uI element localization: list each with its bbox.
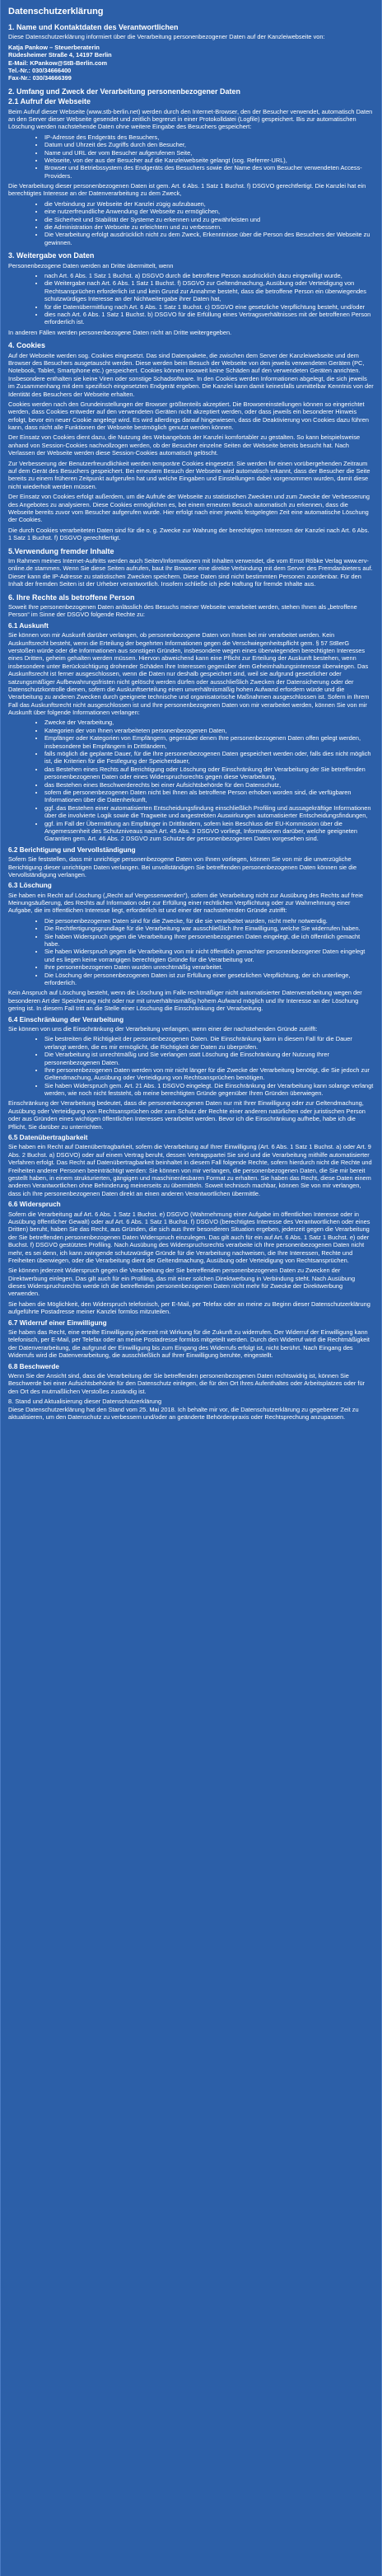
section-6-6-paragraph: Sie können jederzeit Widerspruch gegen die Verarbeitung der Sie betreffenden personenbezogenen Daten zu Zwecken der Direktwerbung einlegen. Das gilt auch für ein Profiling, das mit einer solchen Direktwerbung in Verbindung steht. Nach Ausübung dieses Widerspruchsrechts werde ich die betreffenden personenbezogenen Daten nicht mehr für Zwecke der Direktwerbung verwenden. [8, 1267, 356, 1298]
section-3-paragraph: Personenbezogene Daten werden an Dritte übermittelt, wenn [8, 261, 174, 269]
section-2-heading: 2. Umfang und Zweck der Verarbeitung personenbezogener Daten [8, 87, 241, 96]
section-6-3-paragraph: Kein Anspruch auf Löschung besteht, wenn die Löschung im Falle rechtmäßiger nicht automatisierter Datenverarbeitung wegen der besonderen Art der Speicherung nicht oder nur mit unverhältnismäßig hohem Aufwand möglich und Ihr Interesse an der Löschung gering ist. In diesem Fall tritt an die Stelle einer Löschung die Einschränkung der Verarbeitung. [8, 989, 362, 1013]
section-8-heading: 8. Stand und Aktualisierung dieser Datenschutzerklärung [8, 1398, 162, 1406]
section-2-1-heading: 2.1 Aufruf der Webseite [8, 97, 91, 106]
list-item: • das Bestehen eines Beschwerderechts bei einer Aufsichtsbehörde für den Datenschutz, [44, 781, 374, 789]
logged-data-list [8, 133, 374, 180]
list-item: • die Sicherheit und Stabilität der Systeme zu erkennen und zu gewährleisten und [44, 216, 374, 223]
list-item: • Die Löschung der personenbezogenen Daten ist zur Erfüllung einer gesetzlichen Verpflichtung, der ich unterliege, erforderlich. [44, 972, 374, 987]
section-6-3-paragraph: Sie haben ein Recht auf Löschung („Recht auf Vergessenwerden“), sofern die Verarbeitung nicht zur Ausübung des Rechts auf freie Meinungsäußerung, des Rechts auf Information oder zur Erfüllung einer rechtlichen Verpflichtung oder zur Wahrnehmung einer Aufgabe, die im öffentlichen Interesse liegt, erforderlich ist und einer der nachstehenden Gründe zutrifft: [8, 891, 363, 915]
list-item: • Datum und Uhrzeit des Zugriffs durch den Besucher, [44, 141, 374, 148]
list-item: • Sie bestreiten die Richtigkeit der personenbezogenen Daten. Die Einschränkung kann in diesem Fall für die Dauer verlangt werden, die es mir ermöglicht, die Richtigkeit der Daten zu überprüfen. [44, 1035, 374, 1051]
address-line: Katja Pankow – Steuerberaterin [8, 43, 100, 51]
section-6-6-heading: 6.6 Widerspruch [8, 1201, 61, 1209]
list-item: • Kategorien der von Ihnen verarbeiteten personenbezogenen Daten, [44, 727, 374, 734]
list-item: • Sie haben Widerspruch gegen die Verarbeitung Ihrer personenbezogenen Daten eingelegt, die ich öffentlich gemacht habe. [44, 933, 374, 948]
section-5-paragraph: Im Rahmen meines Internet-Auftritts werden auch Seiten/Informationen mit Inhalten verwendet, die vom Ernst Röbke Verlag www.erv-online.de stammen. Wenn Sie diese Seiten aufrufen, baut Ihr Browser eine direkte Verbindung mit dem Server des Fremdanbieters auf. Dieser kann die IP-Adresse zu statistischen Zwecken speichern. Diese Daten sind nicht bestimmten Personen zuordenbar. Für den Inhalt der fremden Seiten ist der Urheber verantwortlich. Insofern schließe ich jede Haftung für fremde Inhalte aus. [8, 556, 373, 588]
section-4-paragraph: Zur Verbesserung der Benutzerfreundlichkeit werden temporäre Cookies eingesetzt. Sie werden für einen vorübergehenden Zeitraum auf dem Gerät des Besuchers gespeichert. Bei erneutem Besuch der Webseite wird automatisch erkannt, dass der Besucher die Seite bereits zu einem früheren Zeitpunkt aufgerufen hat und welche Eingaben und Einstellungen dabei vorgenommen wurden, damit diese nicht wiederholt werden müssen. [8, 459, 370, 490]
list-item: • Browser und Betriebssystem des Endgeräts des Besuchers sowie der Name des vom Besucher verwendeten Access-Providers. [44, 164, 374, 180]
address-line: E-Mail: KPankow@StB-Berlin.com [8, 59, 108, 67]
address-line: Tel.-Nr.: 030/34666400 [8, 66, 72, 74]
section-4-heading: 4. Cookies [8, 341, 46, 350]
section-4-paragraph: Der Einsatz von Cookies dient dazu, die Nutzung des Webangebots der Kanzlei komfortabler zu gestalten. So kann beispielsweise anhand von Session-Cookies nachvollzogen werden, ob der Besucher einzelne Seiten der Webseite bereits besucht hat. Nach Verlassen der Webseite werden diese Session-Cookies automatisch gelöscht. [8, 433, 361, 457]
address-line: Rüdesheimer Straße 4, 14197 Berlin [8, 51, 112, 59]
controller-address [8, 44, 374, 82]
list-item: • ggf. im Fall der Übermittlung an Empfänger in Drittländern, sofern kein Beschluss der EU-Kommission über die Angemessenheit des Schutzniveaus nach Art. 45 Abs. 3 DSGVO vorliegt, Informationen darüber, welche geeigneten Garantien gem. Art. 46 Abs. 2 DSGVO zum Schutze der personenbezogenen Daten vorgesehen sind. [44, 820, 374, 843]
section-6-7-heading: 6.7 Widerruf einer Einwilligung [8, 1318, 107, 1327]
list-item: • Die Rechtfertigungsgrundlage für die Verarbeitung war ausschließlich Ihre Einwilligung, welche Sie widerrufen haben. [44, 925, 374, 932]
section-6-heading: 6. Ihre Rechte als betroffene Person [8, 592, 135, 602]
section-6-4-heading: 6.4 Einschränkung der Verarbeitung [8, 1015, 124, 1023]
section-6-3-heading: 6.3 Löschung [8, 882, 52, 890]
page-title: Datenschutzerklärung [8, 7, 104, 16]
list-item: • die Verbindung zur Webseite der Kanzlei zügig aufzubauen, [44, 200, 374, 208]
section-6-6-paragraph: Sofern die Verarbeitung auf Art. 6 Abs. 1 Satz 1 Buchst. e) DSGVO (Wahrnehmung einer Aufgabe im öffentlichen Interesse oder in Ausübung öffentlicher Gewalt) oder auf Art. 6 Abs. 1 Satz 1 Buchst. f) DSGVO (berechtigtes Interesse des Verantwortlichen oder eines Dritten) beruht, haben Sie das Recht, aus Gründen, die sich aus Ihrer besonderen Situation ergeben, jederzeit gegen die Verarbeitung der Sie betreffenden personenbezogenen Daten Widerspruch einzulegen. Das gilt auch für ein auf Art. 6 Abs. 1 Satz 1 Buchst. e) oder Buchst. f) DSGVO gestütztes Profiling. Nach Ausübung des Widerspruchsrechts verarbeite ich Ihre personenbezogenen Daten nicht mehr, es sei denn, ich kann zwingende schutzwürdige Gründe für die Verarbeitung nachweisen, die Ihre Interessen, Rechte und Freiheiten überwiegen, oder die Verarbeitung dient der Geltendmachung, Ausübung oder Verteidigung von Rechtsansprüchen. [8, 1210, 370, 1264]
list-item: • Die Verarbeitung ist unrechtmäßig und Sie verlangen statt Löschung die Einschränkung der Nutzung Ihrer personenbezogenen Daten. [44, 1051, 374, 1066]
list-item: • falls möglich die geplante Dauer, für die Ihre personenbezogenen Daten gespeichert werden oder, falls dies nicht möglich ist, die Kriterien für die Festlegung der Speicherdauer, [44, 750, 374, 766]
section-5-heading: 5.Verwendung fremder Inhalte [8, 546, 114, 555]
list-item: • die Weitergabe nach Art. 6 Abs. 1 Satz 1 Buchst. f) DSGVO zur Geltendmachung, Ausübung oder Verteidigung von Rechtsansprüchen erforderlich ist und kein Grund zur Annahme besteht, dass die betroffene Person ein überwiegendes schutzwürdiges Interesse an der Nichtweitergabe ihrer Daten hat, [44, 279, 374, 302]
list-item: • Empfänger oder Kategorien von Empfängern, gegenüber denen Ihre personenbezogenen Daten offen gelegt werden, insbesondere bei Empfängern in Drittländern, [44, 734, 374, 750]
section-3-heading: 3. Weitergabe von Daten [8, 251, 95, 260]
section-4-paragraph: Die durch Cookies verarbeiteten Daten sind für die o. g. Zwecke zur Wahrung der berechtigten Interessen der Kanzlei nach Art. 6 Abs. 1 Satz 1 Buchst. f) DSGVO gerechtfertigt. [8, 526, 370, 542]
section-6-7-paragraph: Sie haben das Recht, eine erteilte Einwilligung jederzeit mit Wirkung für die Zukunft zu widerrufen. Der Widerruf der Einwilligung kann telefonisch, per E-Mail, per Telefax oder an meine Postadresse formlos mitgeteilt werden. Durch den Widerruf wird die Rechtmäßigkeit der Datenverarbeitung, die aufgrund der Einwilligung bis zum Eingang des Widerrufs erfolgt ist, nicht berührt. Nach Eingang des Widerrufs wird die Datenverarbeitung, die ausschließlich auf Ihrer Einwilligung beruhte, eingestellt. [8, 1328, 370, 1360]
list-item: • die Administration der Webseite zu erleichtern und zu verbessern. [44, 223, 374, 231]
section-6-1-paragraph: Sie können von mir Auskunft darüber verlangen, ob personenbezogene Daten von Ihnen bei mir verarbeitet werden. Kein Auskunftsrecht besteht, wenn die Erteilung der begehrten Informationen gegen die Verschwiegenheitspflicht gem. § 57 StBerG verstoßen würde oder die Informationen aus sonstigen Gründen, insbesondere wegen eines überwiegenden berechtigten Interesses eines Dritten, geheim gehalten werden müssen. Hiervon abweichend kann eine Pflicht zur Erteilung der Auskunft bestehen, wenn insbesondere unter Berücksichtigung drohender Schäden Ihre Interessen gegenüber dem Geheimhaltungsinteresse überwiegen. Das Auskunftsrecht ist ferner ausgeschlossen, wenn die Daten nur deshalb gespeichert sind, weil sie aufgrund gesetzlicher oder satzungsmäßiger Aufbewahrungsfristen nicht gelöscht werden dürfen oder ausschließlich Zwecken der Datensicherung oder der Datenschutzkontrolle dienen, sofern die Auskunftserteilung einen unverhältnismäßig hohen Aufwand erfordern würde und die Verarbeitung zu anderen Zwecken durch geeignete technische und organisatorische Maßnahmen ausgeschlossen ist. Sofern in Ihrem Fall das Auskunftsrecht nicht ausgeschlossen ist und Ihre personenbezogenen Daten von mir verarbeitet werden, können Sie von mir Auskunft über folgende Informationen verlangen: [8, 631, 370, 717]
section-1-intro: Diese Datenschutzerklärung informiert über die Verarbeitung personenbezogener Daten auf der Kanzleiwebseite von: [8, 33, 325, 41]
section-1-heading: 1. Name und Kontaktdaten des Verantwortlichen [8, 22, 179, 31]
list-item: • Ihre personenbezogenen Daten werden von mir nicht länger für die Zwecke der Verarbeitung benötigt, die Sie jedoch zur Geltendmachung, Ausübung oder Verteidigung von Rechtsansprüchen benötigen. [44, 1066, 374, 1082]
list-item: • Name und URL der vom Besucher aufgerufenen Seite, [44, 149, 374, 157]
list-item: • eine nutzerfreundliche Anwendung der Webseite zu ermöglichen, [44, 208, 374, 215]
list-item: • dies nach Art. 6 Abs. 1 Satz 1 Buchst. b) DSGVO für die Erfüllung eines Vertragsverhältnisses mit der betroffenen Person erforderlich ist. [44, 311, 374, 326]
list-item: • für die Datenübermittlung nach Art. 6 Abs. 1 Satz 1 Buchst. c) DSGVO eine gesetzliche Verpflichtung besteht, und/oder [44, 303, 374, 311]
list-item: • das Bestehen eines Rechts auf Berichtigung oder Löschung oder Einschränkung der Verarbeitung der Sie betreffenden personenbezogenen Daten oder eines Widerspruchsrechts gegen diese Verarbeitung, [44, 766, 374, 781]
section-2-paragraph: Die Verarbeitung dieser personenbezogenen Daten ist gem. Art. 6 Abs. 1 Satz 1 Buchst. f) DSGVO gerechtfertigt. Die Kanzlei hat ein berechtigtes Interesse an der Datenverarbeitung zu dem Zweck, [8, 182, 366, 198]
section-6-8-heading: 6.8 Beschwerde [8, 1362, 59, 1370]
deletion-reasons-list [8, 917, 374, 987]
section-6-6-paragraph: Sie haben die Möglichkeit, den Widerspruch telefonisch, per E-Mail, per Telefax oder an meine zu Beginn dieser Datenschutzerklärung aufgeführte Postadresse meiner Kanzlei formlos mitzuteilen. [8, 1300, 370, 1316]
restriction-reasons-list [8, 1035, 374, 1097]
section-6-2-heading: 6.2 Berichtigung und Vervollständigung [8, 845, 136, 854]
section-6-4-paragraph: Einschränkung der Verarbeitung bedeutet, dass die personenbezogenen Daten nur mit Ihrer Einwilligung oder zur Geltendmachung, Ausübung oder Verteidigung von Rechtsansprüchen oder zum Schutz der Rechte einer anderen natürlichen oder juristischen Person oder aus Gründen eines wichtigen öffentlichen Interesses verarbeitet werden. Bevor ich die Einschränkung aufhebe, habe ich die Pflicht, Sie darüber zu unterrichten. [8, 1099, 366, 1131]
section-6-2-paragraph: Sofern Sie feststellen, dass mir unrichtige personenbezogene Daten von Ihnen vorliegen, können Sie von mir die unverzügliche Berichtigung dieser unrichtigen Daten verlangen. Bei unvollständigen Sie betreffenden personenbezogenen Daten können sie die Vervollständigung verlangen. [8, 855, 357, 878]
list-item: • Die personenbezogenen Daten sind für die Zwecke, für die sie verarbeitet wurden, nicht mehr notwendig. [44, 917, 374, 925]
purpose-list [8, 200, 374, 246]
list-item: • Die Verarbeitung erfolgt ausdrücklich nicht zu dem Zweck, Erkenntnisse über die Person des Besuchers der Webseite zu gewinnen. [44, 231, 374, 246]
section-4-paragraph: Auf der Webseite werden sog. Cookies eingesetzt. Das sind Datenpakete, die zwischen dem Server der Kanzleiwebseite und dem Browser des Besuchers ausgetauscht werden. Diese werden beim Besuch der Webseite von den jeweils verwendeten Geräten (PC, Notebook, Tablet, Smartphone etc.) gespeichert. Cookies können insoweit keine Schäden auf den verwendeten Geräten anrichten. Insbesondere enthalten sie keine Viren oder sonstige Schadsoftware. In den Cookies werden Informationen abgelegt, die sich jeweils im Zusammenhang mit dem spezifisch eingesetzten Endgerät ergeben. Die Kanzlei kann damit keinesfalls unmittelbar Kenntnis von der Identität des Besuchers der Webseite erhalten. [8, 351, 374, 398]
section-6-intro: Soweit Ihre personenbezogenen Daten anlässlich des Besuchs meiner Webseite verarbeitet werden, stehen Ihnen als „betroffene Person“ im Sinne der DSGVO folgende Rechte zu: [8, 602, 357, 619]
list-item: • Ihre personenbezogenen Daten wurden unrechtmäßig verarbeitet. [44, 963, 374, 971]
list-item: • Sie haben Widerspruch gem. Art. 21 Abs. 1 DSGVO eingelegt. Die Einschränkung der Verarbeitung kann solange verlangt werden, wie noch nicht feststeht, ob meine berechtigten Gründe gegenüber Ihren Gründen überwiegen. [44, 1082, 374, 1098]
information-rights-list [8, 719, 374, 842]
section-8-paragraph: Diese Datenschutzerklärung hat den Stand vom 25. Mai 2018. Ich behalte mir vor, die Datenschutzerklärung zu gegebener Zeit zu aktualisieren, um den Datenschutz zu verbessern und/oder an geänderte Behördenpraxis oder Rechtsprechung anzupassen. [8, 1405, 359, 1421]
transfer-conditions-list [8, 272, 374, 326]
list-item: • Sie haben Widerspruch gegen die Verarbeitung von mir nicht öffentlich gemachter personenbezogener Daten eingelegt und es liegen keine vorrangigen berechtigten Gründe für die Verarbeitung vor. [44, 948, 374, 963]
list-item: • ggf. das Bestehen einer automatisierten Entscheidungsfindung einschließlich Profiling und aussagekräftige Informationen über die involvierte Logik sowie die Tragweite und angestrebten Auswirkungen automatisierter Entscheidungsfindungen, [44, 804, 374, 820]
list-item: • nach Art. 6 Abs. 1 Satz 1 Buchst. a) DSGVO durch die betroffene Person ausdrücklich dazu eingewilligt wurde, [44, 272, 374, 279]
address-line: Fax-Nr.: 030/34666399 [8, 74, 72, 82]
section-4-paragraph: Der Einsatz von Cookies erfolgt außerdem, um die Aufrufe der Webseite zu statistischen Zwecken und zum Zwecke der Verbesserung des Angebotes zu analysieren. Diese Cookies ermöglichen es, bei einem erneuten Besuch automatisch zu erkennen, dass die Webseite bereits zuvor vom Besucher aufgerufen wurde. Hier erfolgt nach einer jeweils festgelegten Zeit eine automatische Löschung der Cookies. [8, 493, 370, 524]
section-6-5-heading: 6.5 Datenübertragbarkeit [8, 1134, 88, 1142]
section-6-4-paragraph: Sie können von uns die Einschränkung der Verarbeitung verlangen, wenn einer der nachstehenden Gründe zutrifft: [8, 1024, 318, 1033]
section-3-paragraph: In anderen Fällen werden personenbezogene Daten nicht an Dritte weitergegeben. [8, 328, 232, 336]
list-item: • Zwecke der Verarbeitung, [44, 719, 374, 726]
list-item: • sofern die personenbezogenen Daten nicht bei Ihnen als betroffene Person erhoben worden sind, die verfügbaren Informationen über die Datenherkunft, [44, 789, 374, 804]
section-2-paragraph: Beim Aufruf dieser Webseite (www.stb-berlin.net) werden durch den Internet-Browser, den der Besucher verwendet, automatisch Daten an den Server dieser Webseite gesendet und zeitlich begrenzt in einer Protokolldatei (Logfile) gespeichert. Bis zur automatischen Löschung werden nachstehende Daten ohne weitere Eingabe des Besuchers gespeichert: [8, 107, 373, 131]
section-6-8-paragraph: Wenn Sie der Ansicht sind, dass die Verarbeitung der Sie betreffenden personenbezogenen Daten rechtswidrig ist, können Sie Beschwerde bei einer Aufsichtsbehörde für den Datenschutz einlegen, die für den Ort Ihres Aufenthaltes oder Arbeitsplatzes oder für den Ort des mutmaßlichen Verstoßes zuständig ist. [8, 1372, 366, 1395]
section-6-5-paragraph: Sie haben ein Recht auf Datenübertragbarkeit, sofern die Verarbeitung auf Ihrer Einwilligung (Art. 6 Abs. 1 Satz 1 Buchst. a) oder Art. 9 Abs. 2 Buchst. a) DSGVO) oder auf einem Vertrag beruht, dessen Vertragspartei Sie sind und die Verarbeitung mithilfe automatisierter Verfahren erfolgt. Das Recht auf Datenübertragbarkeit beinhaltet in diesem Fall folgende Rechte, sofern hierdurch nicht die Rechte und Freiheiten anderer Personen beeinträchtigt werden: Sie können von mir verlangen, die personenbezogenen Daten, die Sie mir bereit gestellt haben, in einem strukturierten, gängigen und maschinenlesbaren Format zu erhalten. Sie haben das Recht, diese Daten einem anderen Verantwortlichen ohne Behinderung meinerseits zu übermitteln. Soweit technisch machbar, können Sie von mir verlangen, dass ich Ihre personenbezogenen Daten direkt an einen anderen Verantwortlichen übermittle. [8, 1143, 372, 1197]
section-4-paragraph: Cookies werden nach den Grundeinstellungen der Browser größtenteils akzeptiert. Die Browsereinstellungen können so eingerichtet werden, dass Cookies entweder auf den verwendeten Geräten nicht akzeptiert werden, oder dass jeweils ein besonderer Hinweis erfolgt, bevor ein neuer Cookie angelegt wird. Es wird allerdings darauf hingewiesen, dass die Deaktivierung von Cookies dazu führen kann, dass nicht alle Funktionen der Webseite bestmöglich genutzt werden können. [8, 400, 369, 432]
list-item: • Webseite, von der aus der Besucher auf die Kanzleiwebseite gelangt (sog. Referrer-URL), [44, 157, 374, 164]
section-6-1-heading: 6.1 Auskunft [8, 621, 49, 630]
list-item: • IP-Adresse des Endgeräts des Besuchers, [44, 133, 374, 141]
